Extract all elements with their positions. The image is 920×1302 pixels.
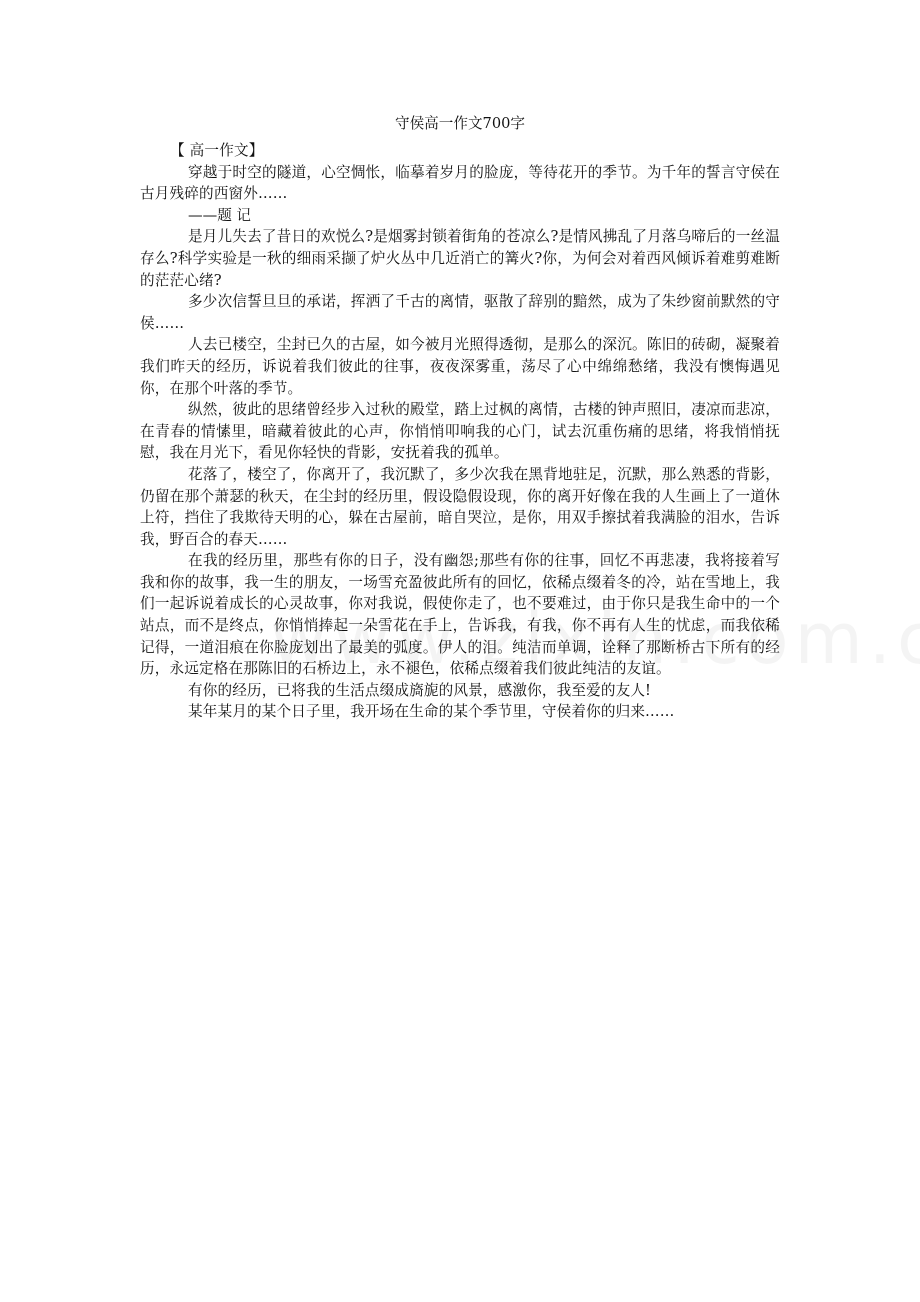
category-label: 【 高一作文】: [170, 142, 264, 159]
paragraph: 花落了，楼空了，你离开了，我沉默了，多少次我在黑背地驻足，沉默，那么熟悉的背影，仍留在那个萧瑟的秋天，在尘封的经历里，假设隐假设现，你的离开好像在我的人生画上了一道休上符，挡住了我欺待天明的心，躲在古屋前，暗自哭泣，是你，用双手擦拭着我满脸的泪水，告诉我，野百合的春天……: [140, 465, 780, 548]
paragraph: 有你的经历，已将我的生活点缀成旖旎的风景，感激你，我至爱的友人!: [188, 681, 652, 699]
paragraph: 多少次信誓旦旦的承诺，挥洒了千古的离情，驱散了辞别的黯然，成为了朱纱窗前默然的守侯……: [140, 293, 780, 332]
epigraph-signature: ——题 记: [188, 206, 252, 224]
paragraph: 人去已楼空，尘封已久的古屋，如今被月光照得透彻，是那么的深沉。陈旧的砖砌，凝聚着我们昨天的经历，诉说着我们彼此的往事，夜夜深雾重，荡尽了心中绵绵愁绪，我没有懊悔遇见你，在那个叶落的季节。: [140, 336, 780, 397]
document-body: [140, 113, 780, 723]
paragraph: 在我的经历里，那些有你的日子，没有幽怨;那些有你的往事，回忆不再悲凄，我将接着写我和你的故事，我一生的朋友，一场雪充盈彼此所有的回忆，依稀点缀着冬的冷，站在雪地上，我们一起诉说着成长的心灵故事，你对我说，假使你走了，也不要难过，由于你只是我生命中的一个站点，而不是终点，你悄悄捧起一朵雪花在手上，告诉我，有我，你不再有人生的忧虑，而我依稀记得，一道泪痕在你脸庞划出了最美的弧度。伊人的泪。纯洁而单调，诠释了那断桥古下所有的经历，永远定格在那陈旧的石桥边上，永不褪色，依稀点缀着我们彼此纯洁的友谊。: [140, 552, 780, 678]
paragraph-intro: 穿越于时空的隧道，心空惆怅，临摹着岁月的脸庞，等待花开的季节。为千年的誓言守侯在古月残碎的西窗外……: [140, 163, 780, 203]
document-title: 守侯高一作文700字: [394, 115, 525, 132]
paragraph: 纵然，彼此的思绪曾经步入过秋的殿堂，踏上过枫的离情，古楼的钟声照旧，凄凉而悲凉，在青春的情愫里，暗藏着彼此的心声，你悄悄叩响我的心门，试去沉重伤痛的思绪，将我悄悄抚慰，我在月光下，看见你轻快的背影，安抚着我的孤单。: [140, 401, 780, 462]
paragraph-closing: 某年某月的某个日子里，我开场在生命的某个季节里，守侯着你的归来……: [188, 703, 675, 721]
paragraph: 是月儿失去了昔日的欢悦么?是烟雾封锁着街角的苍凉么?是情风拂乱了月落乌啼后的一丝温存么?科学实验是一秋的细雨采撷了炉火丛中几近消亡的篝火?你，为何会对着西风倾诉着难剪难断的茫茫心绪?: [140, 228, 780, 289]
